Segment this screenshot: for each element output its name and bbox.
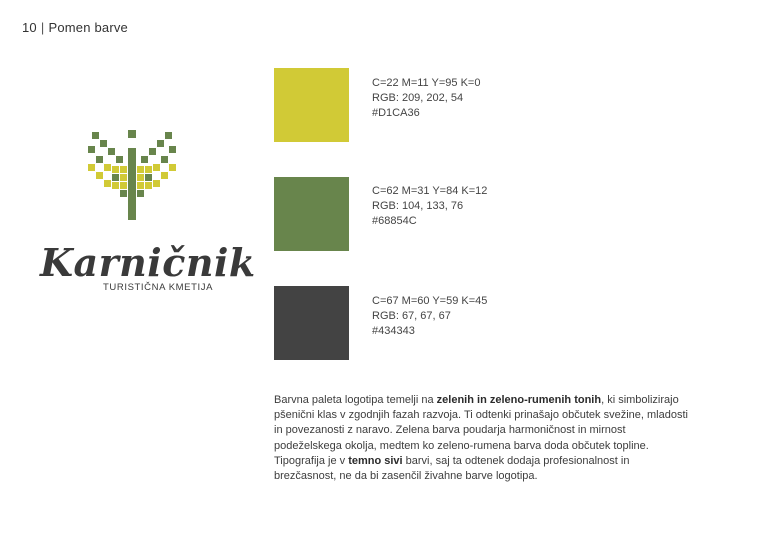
logo-tagline: TURISTIČNA KMETIJA	[103, 282, 214, 293]
swatch-yellow-green	[274, 68, 349, 142]
header-separator: |	[40, 20, 45, 35]
rgb-value: RGB: 67, 67, 67	[372, 310, 451, 322]
hex-value: #D1CA36	[372, 107, 420, 119]
logo	[40, 130, 256, 305]
hex-value: #434343	[372, 325, 415, 337]
description-paragraph	[274, 393, 694, 484]
swatch-info-yellow-green	[372, 76, 480, 121]
rgb-value: RGB: 104, 133, 76	[372, 200, 464, 212]
swatch-info-dark-gray	[372, 294, 487, 339]
cmyk-value: C=22 M=11 Y=95 K=0	[372, 77, 481, 89]
page-header	[22, 20, 128, 35]
cmyk-value: C=62 M=31 Y=84 K=12	[372, 185, 488, 197]
logo-wordmark: Karničnik	[40, 240, 256, 285]
desc-text: , ki simbolizirajo pšenični klas v zgodnjih fazah razvoja. Ti odtenki prinašajo občutek svežine, mladosti in povezanosti z naravo. Zelena barva poudarja harmoničnost in mirnost podeželskega okolja, medtem ko zeleno-rumena barva doda občutek topline. Tipografija je v	[274, 394, 688, 467]
page-title: Pomen barve	[48, 20, 128, 35]
swatch-info-green	[372, 184, 487, 229]
page-number: 10	[22, 20, 37, 35]
desc-bold: temno sivi	[348, 454, 403, 467]
hex-value: #68854C	[372, 215, 417, 227]
swatch-green	[274, 177, 349, 251]
rgb-value: RGB: 209, 202, 54	[372, 92, 464, 104]
swatch-dark-gray	[274, 286, 349, 360]
desc-text: Barvna paleta logotipa temelji na	[274, 394, 437, 406]
cmyk-value: C=67 M=60 Y=59 K=45	[372, 295, 488, 307]
desc-bold: zelenih in zeleno-rumenih tonih	[436, 394, 602, 406]
desc-text: barvi, saj ta odtenek dodaja profesionalnost in brezčasnost, ne da bi zasenčil živahne barve logotipa.	[274, 454, 630, 483]
wheat-ear-icon	[88, 130, 178, 220]
